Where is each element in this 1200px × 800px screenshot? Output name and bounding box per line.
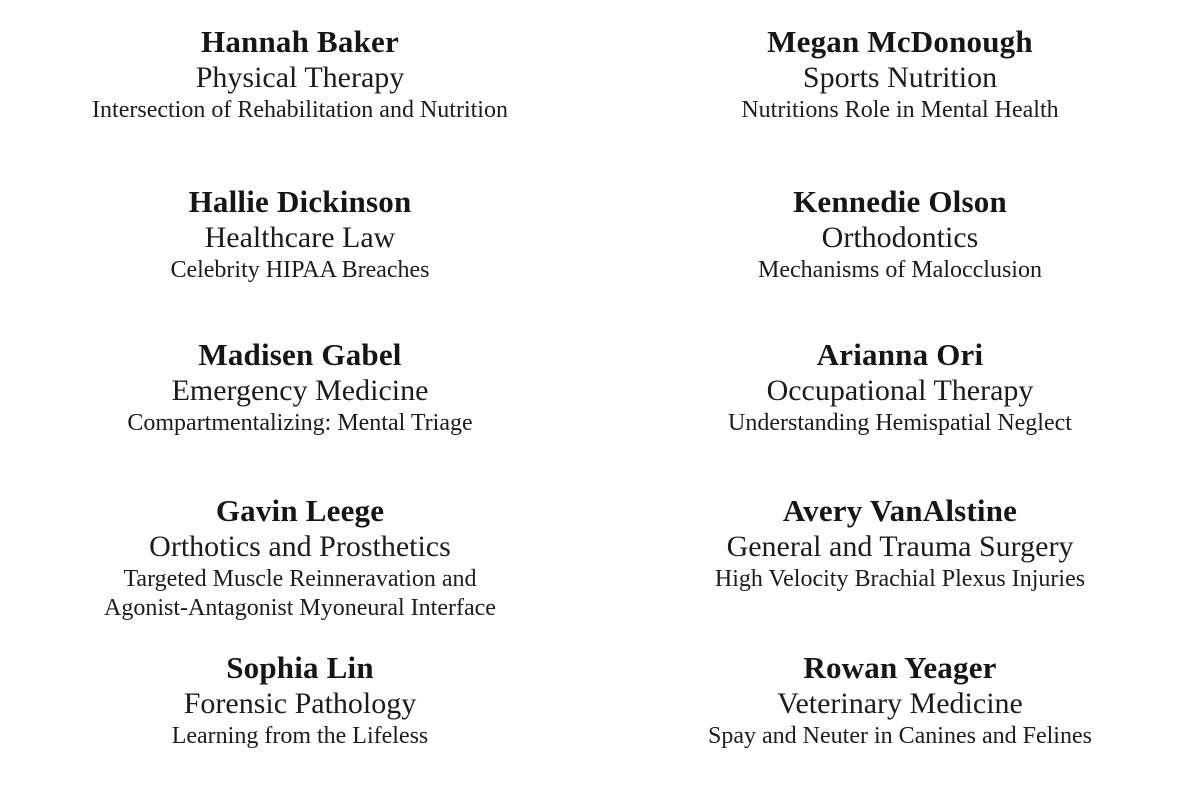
presenter-topic — [172, 722, 429, 751]
presenter-topic-line: Understanding Hemispatial Neglect — [728, 410, 1072, 437]
presenter-name: Hannah Baker — [201, 24, 399, 59]
presenter-topic — [92, 96, 508, 125]
presenter-topic-line: Celebrity HIPAA Breaches — [170, 256, 430, 283]
presenter-field: Occupational Therapy — [766, 374, 1034, 408]
presenter-name: Arianna Ori — [816, 337, 984, 373]
presenter-name: Gavin Leege — [215, 492, 385, 528]
presenter-topic-line: Nutritions Role in Mental Health — [741, 96, 1059, 123]
presenter-field: Veterinary Medicine — [777, 687, 1023, 721]
presenter-topic — [104, 565, 496, 623]
presenter-topic-line: Intersection of Rehabilitation and Nutrition — [92, 96, 508, 123]
presenter-topic-line: Compartmentalizing: Mental Triage — [127, 410, 473, 437]
presenter-entry — [600, 22, 1200, 125]
presenter-topic-line: High Velocity Brachial Plexus Injuries — [714, 565, 1086, 592]
presenter-topic-line: Learning from the Lifeless — [171, 723, 429, 750]
presenter-entry — [0, 333, 600, 438]
presenter-name: Madisen Gabel — [198, 337, 402, 373]
presenter-topic — [170, 256, 429, 285]
presenter-topic — [728, 409, 1072, 438]
presenter-entry — [0, 178, 600, 285]
presenter-topic-line: Spay and Neuter in Canines and Felines — [708, 723, 1092, 750]
presenter-topic-line: Mechanisms of Malocclusion — [758, 256, 1042, 283]
presenter-topic-line: Agonist-Antagonist Myoneural Interface — [104, 594, 496, 621]
presenter-topic — [741, 96, 1058, 125]
presenter-name: Kennedie Olson — [793, 183, 1007, 219]
presenter-field: General and Trauma Surgery — [726, 529, 1074, 563]
presenter-field: Sports Nutrition — [802, 60, 998, 94]
presenter-name: Avery VanAlstine — [782, 492, 1018, 528]
presenter-topic — [708, 722, 1092, 751]
presenter-name: Rowan Yeager — [803, 650, 997, 686]
presenter-name: Hallie Dickinson — [188, 183, 412, 219]
presenter-field: Physical Therapy — [195, 60, 405, 94]
presenter-field: Orthotics and Prosthetics — [149, 529, 451, 563]
presenter-entry — [0, 489, 600, 623]
presenter-topic — [127, 409, 472, 438]
presenter-name: Megan McDonough — [767, 24, 1033, 59]
presenter-topic-line: Targeted Muscle Reinneravation and — [123, 565, 477, 592]
presenter-entry — [0, 22, 600, 125]
presenter-entry — [0, 644, 600, 751]
presenter-entry — [600, 333, 1200, 438]
presenter-entry — [600, 644, 1200, 751]
presenter-entry — [600, 178, 1200, 285]
presenter-topic — [758, 256, 1042, 285]
presenter-field: Forensic Pathology — [183, 687, 417, 721]
presenter-name: Sophia Lin — [226, 650, 374, 686]
presenter-entry — [600, 489, 1200, 594]
presenter-topic — [715, 565, 1085, 594]
presenter-field: Orthodontics — [821, 220, 979, 254]
presenter-field: Emergency Medicine — [171, 374, 429, 408]
presenter-field: Healthcare Law — [204, 220, 396, 254]
